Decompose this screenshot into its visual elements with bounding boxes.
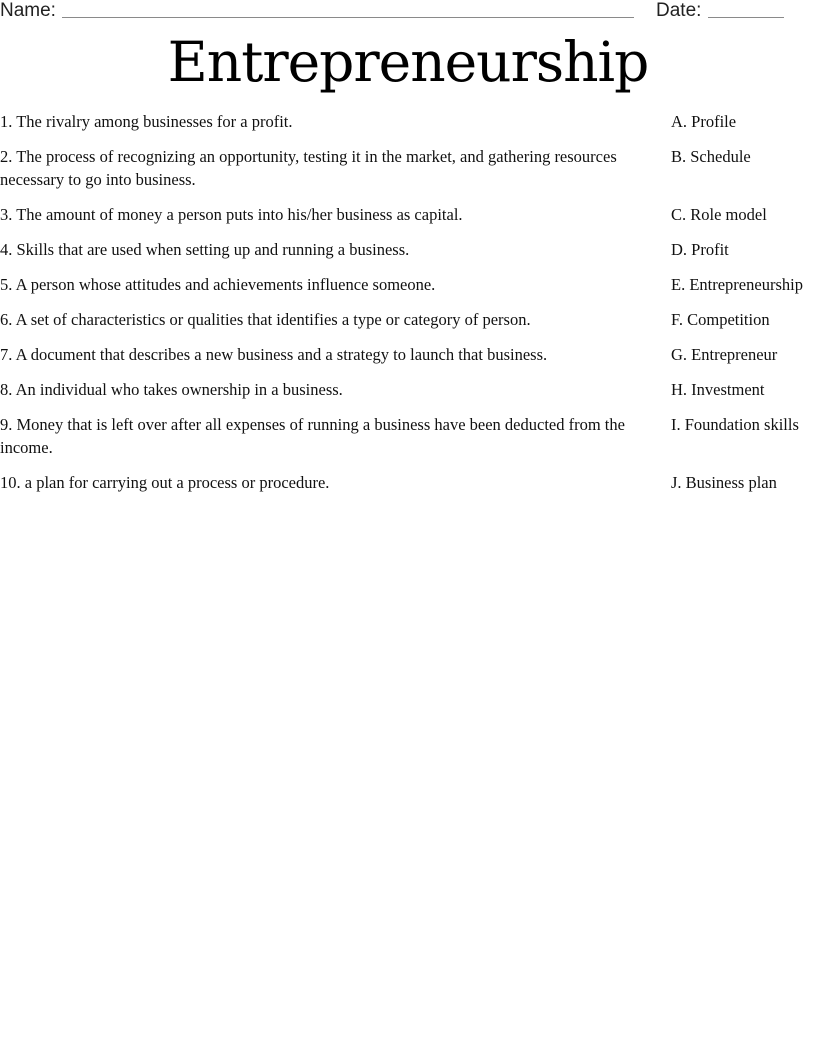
answer-option: G. Entrepreneur — [671, 345, 778, 364]
clue-text: 7. A document that describes a new business and a strategy to launch that business. — [0, 345, 548, 364]
answer-option: F. Competition — [671, 310, 770, 329]
answer-option: E. Entrepreneurship — [671, 275, 803, 294]
matching-row — [0, 145, 816, 191]
date-blank-line — [708, 17, 784, 18]
answer-option: A. Profile — [671, 112, 737, 131]
page-title: Entrepreneurship — [167, 30, 649, 94]
clue-text: 5. A person whose attitudes and achievements influence someone. — [0, 275, 436, 294]
matching-row — [0, 273, 816, 296]
answer-option: C. Role model — [671, 205, 767, 224]
answer-option: B. Schedule — [671, 147, 751, 166]
clue-text: 9. Money that is left over after all expenses of running a business have been deducted from the income. — [0, 415, 625, 457]
clue-text: 3. The amount of money a person puts into his/her business as capital. — [0, 205, 463, 224]
matching-list — [0, 110, 816, 506]
matching-row — [0, 378, 816, 401]
name-label: Name: — [0, 0, 56, 21]
matching-row — [0, 471, 816, 494]
matching-row — [0, 110, 816, 133]
matching-row — [0, 413, 816, 459]
clue-text: 1. The rivalry among businesses for a profit. — [0, 112, 293, 131]
matching-row — [0, 238, 816, 261]
name-blank-line — [62, 17, 634, 18]
clue-text: 8. An individual who takes ownership in a business. — [0, 380, 343, 399]
answer-option: J. Business plan — [671, 473, 777, 492]
date-label: Date: — [656, 0, 702, 21]
answer-option: I. Foundation skills — [671, 415, 799, 434]
worksheet-header — [0, 0, 816, 24]
clue-text: 10. a plan for carrying out a process or procedure. — [0, 473, 330, 492]
clue-text: 6. A set of characteristics or qualities that identifies a type or category of person. — [0, 310, 531, 329]
clue-text: 2. The process of recognizing an opportunity, testing it in the market, and gathering resources necessary to go into business. — [0, 147, 617, 189]
matching-row — [0, 203, 816, 226]
answer-option: D. Profit — [671, 240, 729, 259]
clue-text: 4. Skills that are used when setting up and running a business. — [0, 240, 410, 259]
answer-option: H. Investment — [671, 380, 765, 399]
matching-row — [0, 343, 816, 366]
matching-row — [0, 308, 816, 331]
